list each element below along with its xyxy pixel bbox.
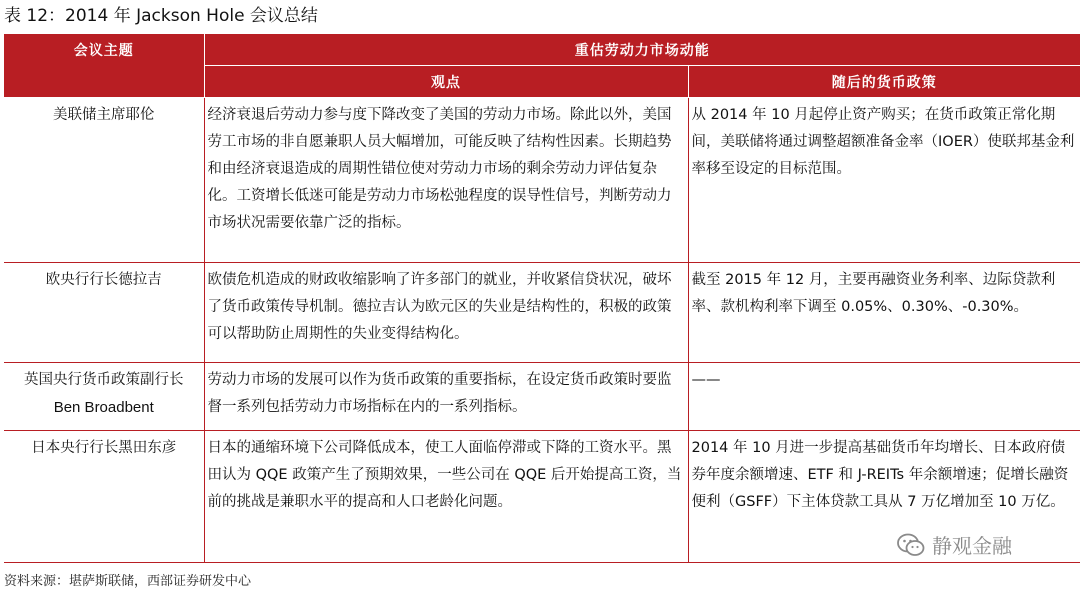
row-topic-name: Ben Broadbent [53, 399, 154, 416]
row-topic: 日本央行行长黑田东彦 [4, 431, 204, 563]
header-topic: 会议主题 [4, 34, 204, 98]
watermark [896, 530, 1012, 559]
row-view: 日本的通缩环境下公司降低成本，使工人面临停滞或下降的工资水平。黑田认为 QQE 政策产生了预期效果，一些公司在 QQE 后开始提高工资，当前的挑战是兼职水平的提高和人口老龄化问题。 [204, 431, 688, 563]
row-policy: 从 2014 年 10 月起停止资产购买；在货币政策正常化期间，美联储将通过调整超额准备金率（IOER）使联邦基金利率移至设定的目标范围。 [688, 98, 1080, 263]
watermark-text: 静观金融 [932, 534, 1012, 558]
header-policy: 随后的货币政策 [688, 66, 1080, 98]
row-topic: 欧央行行长德拉吉 [4, 263, 204, 363]
row-topic: 英国央行货币政策副行长 [24, 372, 184, 388]
source-note: 资料来源：堪萨斯联储，西部证券研发中心 [4, 574, 252, 589]
row-view: 欧债危机造成的财政收缩影响了许多部门的就业，并收紧信贷状况，破坏了货币政策传导机制。德拉吉认为欧元区的失业是结构性的，积极的政策可以帮助防止周期性的失业变得结构化。 [204, 263, 688, 363]
row-policy: 截至 2015 年 12 月，主要再融资业务利率、边际贷款利率、款机构利率下调至 0.05%、0.30%、-0.30%。 [688, 263, 1080, 363]
row-policy: —— [688, 363, 1080, 431]
row-view: 劳动力市场的发展可以作为货币政策的重要指标，在设定货币政策时要监督一系列包括劳动力市场指标在内的一系列指标。 [204, 363, 688, 431]
header-theme: 重估劳动力市场动能 [204, 34, 1080, 66]
header-view: 观点 [204, 66, 688, 98]
summary-table [4, 34, 1080, 563]
table-caption: 表 12：2014 年 Jackson Hole 会议总结 [4, 6, 318, 26]
table-row [4, 363, 1080, 431]
table-row [4, 98, 1080, 263]
row-policy: 2014 年 10 月进一步提高基础货币年均增长、日本政府债券年度余额增速、ETF 和 J-REITs 年余额增速；促增长融资便利（GSFF）下主体贷款工具从 7 万亿增加至 10 万亿。 [688, 431, 1080, 563]
row-topic-cell [4, 363, 204, 431]
wechat-icon [896, 532, 926, 558]
table-row [4, 263, 1080, 363]
row-view: 经济衰退后劳动力参与度下降改变了美国的劳动力市场。除此以外，美国劳工市场的非自愿兼职人员大幅增加，可能反映了结构性因素。长期趋势和由经济衰退造成的周期性错位使对劳动力市场的剩余劳动力评估复杂化。工资增长低迷可能是劳动力市场松弛程度的误导性信号，判断劳动力市场状况需要依靠广泛的指标。 [204, 98, 688, 263]
row-topic: 美联储主席耶伦 [4, 98, 204, 263]
